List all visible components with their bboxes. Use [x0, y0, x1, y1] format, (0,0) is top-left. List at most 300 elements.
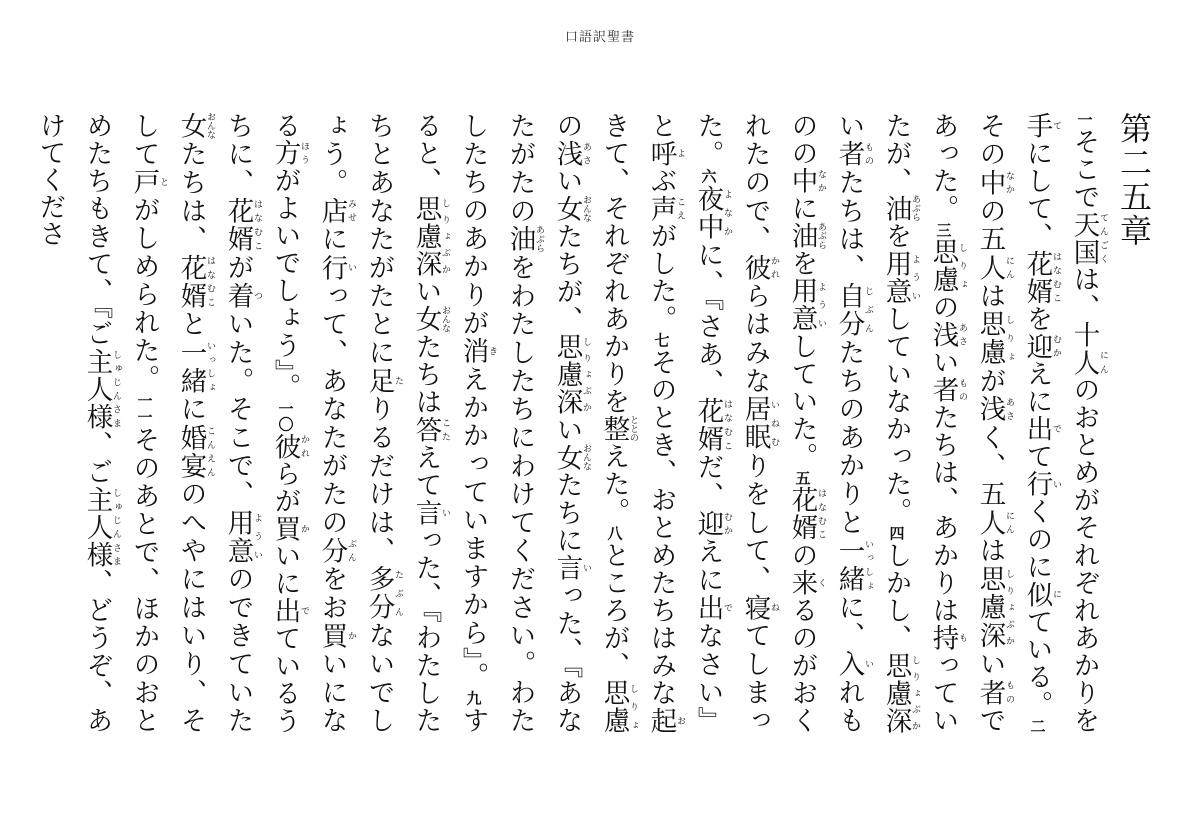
ruby-word	[974, 565, 1014, 651]
ruby-word	[786, 277, 826, 333]
ruby-base: 女	[551, 194, 583, 223]
ruby-reading: てんごく	[1098, 210, 1108, 266]
ruby-word	[316, 253, 356, 282]
text-run: い	[927, 348, 959, 377]
ruby-word	[222, 508, 262, 566]
ruby-base: 手	[1021, 112, 1053, 140]
ruby-base: 者	[833, 140, 865, 169]
ruby-reading: あさ	[1004, 395, 1014, 423]
ruby-word	[363, 366, 403, 396]
ruby-base: 思慮	[974, 310, 1006, 367]
ruby-word	[598, 679, 638, 734]
text-run: たちに	[551, 471, 583, 555]
ruby-reading: しりょ	[957, 238, 967, 293]
text-run: たちのあかりと	[833, 338, 865, 537]
ruby-word	[974, 310, 1014, 367]
ruby-reading: ようい	[816, 277, 826, 333]
ruby-reading: お	[675, 706, 685, 734]
ruby-reading: はなむこ	[1051, 249, 1061, 305]
text-run: たちは、あかりは	[927, 403, 959, 625]
text-run: らはみな	[739, 281, 771, 396]
text-run: ないでしょう。	[316, 112, 395, 734]
text-run: の	[927, 293, 959, 321]
ruby-base: 足	[363, 366, 395, 396]
text-run: に	[316, 225, 348, 254]
text-run: がしめられた。	[128, 196, 160, 393]
ruby-base: 女	[410, 305, 442, 334]
text-run: て	[1021, 442, 1053, 471]
text-run: いになる	[269, 112, 348, 734]
text-run: をお	[316, 565, 348, 622]
ruby-word	[551, 333, 591, 417]
ruby-base: 消	[457, 337, 489, 366]
text-run: を	[880, 222, 912, 250]
ruby-reading: と	[158, 168, 168, 196]
ruby-reading: いねむ	[769, 395, 779, 451]
ruby-reading: なか	[1004, 168, 1014, 196]
text-run: と	[175, 310, 207, 339]
text-run: そのとき、おとめたちはみな	[645, 348, 677, 707]
text-run: ているうちに、	[222, 112, 301, 735]
ruby-word	[551, 139, 591, 168]
ruby-base: 婚宴	[175, 423, 207, 481]
ruby-word	[645, 194, 685, 223]
text-run: だ、	[692, 453, 724, 510]
ruby-base: 呼	[645, 139, 677, 168]
ruby-word	[833, 536, 873, 594]
ruby-base: 買	[316, 621, 348, 651]
verse-number: 八	[605, 525, 624, 542]
text-run: くのに	[1021, 497, 1053, 581]
ruby-base: 人	[974, 253, 1006, 282]
ruby-reading: かれ	[299, 432, 309, 460]
text-run: のおとめがそれぞれあかりを	[1068, 376, 1100, 734]
ruby-word	[927, 321, 967, 349]
ruby-reading: あぶら	[816, 222, 826, 250]
ruby-reading: か	[346, 621, 356, 649]
ruby-base: 浅	[927, 321, 959, 349]
ruby-word	[880, 651, 920, 734]
ruby-word	[786, 222, 826, 250]
text-run: の五	[974, 196, 1006, 254]
ruby-base: 花婿	[786, 486, 818, 542]
ruby-word	[269, 597, 309, 625]
ruby-word	[269, 514, 309, 543]
ruby-word	[1068, 348, 1108, 377]
ruby-word	[1021, 580, 1061, 609]
ruby-reading: で	[722, 594, 732, 622]
ruby-reading: も	[957, 624, 967, 652]
verse-number: 三	[934, 222, 953, 239]
ruby-base: 油	[880, 194, 912, 223]
text-run: その	[974, 112, 1006, 169]
ruby-reading: はなむこ	[252, 196, 262, 253]
ruby-base: 声	[645, 194, 677, 223]
ruby-reading: にん	[1004, 253, 1014, 281]
ruby-reading: しりょ	[628, 679, 638, 734]
text-run: すると、	[410, 112, 489, 734]
ruby-word	[692, 594, 732, 623]
text-run: 、ご	[81, 430, 113, 486]
verse-number: 四	[887, 525, 906, 542]
ruby-word	[786, 569, 826, 597]
ruby-reading: い	[581, 554, 591, 582]
ruby-reading: で	[299, 597, 309, 625]
verse-number: 六	[699, 168, 718, 185]
ruby-word	[927, 624, 967, 652]
text-run: るのがおくれたので、	[739, 112, 818, 734]
ruby-word	[81, 485, 121, 569]
verse-number: 一一	[135, 392, 154, 427]
ruby-base: 多分	[363, 565, 395, 622]
ruby-reading: いっしょ	[863, 536, 873, 593]
ruby-reading: はなむこ	[205, 253, 215, 310]
ruby-word	[645, 706, 685, 734]
ruby-base: 思慮深	[410, 194, 442, 278]
text-run: い	[833, 112, 865, 141]
ruby-base: 思慮	[598, 679, 630, 734]
ruby-reading: もの	[1004, 678, 1014, 706]
text-run: いに	[269, 542, 301, 598]
text-run: く、五	[974, 423, 1006, 509]
text-run: に	[175, 395, 207, 424]
ruby-reading: しゅじんさま	[111, 347, 121, 430]
ruby-reading: で	[1051, 415, 1061, 443]
text-run: えた。	[598, 442, 630, 526]
ruby-word	[786, 486, 826, 542]
text-run: りをして、	[739, 451, 771, 594]
ruby-word	[833, 650, 873, 679]
ruby-reading: こた	[440, 416, 450, 444]
ruby-word	[363, 565, 403, 622]
ruby-word	[833, 140, 873, 169]
ruby-reading: おんな	[581, 443, 591, 471]
ruby-base: 思慮深	[880, 651, 912, 734]
text-run: そのあとで、ほかのおとめたちもきて、『ご	[81, 112, 160, 734]
ruby-word	[410, 194, 450, 278]
ruby-reading: じぶん	[863, 281, 873, 338]
ruby-word	[316, 536, 356, 566]
ruby-base: 花婿	[175, 253, 207, 311]
ruby-base: 出	[1021, 415, 1053, 443]
ruby-word	[175, 253, 215, 311]
text-run: 、どうぞ、あけてくださ	[34, 112, 113, 735]
ruby-word	[222, 281, 262, 311]
text-run: そこで	[1068, 128, 1100, 211]
ruby-reading: みせ	[346, 196, 356, 225]
ruby-reading: もの	[957, 376, 967, 404]
text-run: い	[410, 277, 442, 306]
ruby-word	[128, 168, 168, 197]
ruby-word	[927, 238, 967, 294]
ruby-word	[1021, 249, 1061, 305]
ruby-base: 人	[1068, 348, 1100, 377]
ruby-base: 戸	[128, 168, 160, 197]
text-run: は	[974, 281, 1006, 311]
ruby-base: 中	[786, 167, 818, 195]
ruby-reading: にん	[1098, 348, 1108, 376]
ruby-word	[410, 498, 450, 527]
ruby-reading: たぶん	[393, 565, 403, 621]
ruby-reading: おんな	[581, 194, 591, 223]
scripture-text	[27, 112, 1109, 734]
text-run: の	[551, 112, 583, 140]
ruby-word	[269, 139, 309, 167]
ruby-base: 者	[927, 376, 959, 404]
ruby-word	[551, 554, 591, 582]
ruby-word	[1021, 332, 1061, 361]
text-run: れものの	[786, 112, 865, 734]
ruby-reading: に	[1051, 580, 1061, 608]
ruby-word	[457, 337, 497, 366]
text-run: い	[551, 167, 583, 195]
ruby-base: 似	[1021, 580, 1053, 609]
ruby-base: 油	[504, 225, 536, 254]
ruby-reading: き	[487, 337, 497, 365]
text-run: の	[786, 541, 818, 570]
ruby-base: 中	[974, 168, 1006, 197]
text-run: ている。	[1021, 608, 1053, 719]
chapter-title: 第二五章	[1115, 112, 1153, 248]
ruby-word	[974, 678, 1014, 707]
text-run: えて	[410, 443, 442, 499]
ruby-word	[692, 509, 732, 538]
text-run: しかし、	[880, 541, 912, 652]
text-run: てしまった。	[692, 112, 771, 734]
ruby-word	[739, 593, 779, 622]
ruby-base: 起	[645, 706, 677, 734]
ruby-reading: い	[346, 253, 356, 281]
ruby-base: 主人様	[81, 485, 113, 569]
verse-number: 二	[1028, 718, 1047, 734]
ruby-reading: い	[863, 650, 873, 678]
text-run: していた。	[786, 332, 818, 471]
text-run: を	[1021, 304, 1053, 333]
verse-number: 九	[464, 690, 483, 707]
ruby-base: 寝	[739, 593, 771, 622]
ruby-word	[786, 167, 826, 195]
ruby-reading: しりょ	[1004, 310, 1014, 366]
ruby-base: 女	[551, 443, 583, 472]
ruby-word	[645, 139, 685, 168]
ruby-base: 思慮深	[551, 333, 583, 417]
running-header: 口語訳聖書	[564, 30, 635, 45]
text-run: が	[974, 366, 1006, 396]
ruby-base: 迎	[692, 509, 724, 538]
ruby-reading: しりょぶか	[581, 333, 591, 416]
text-run: たちは、	[833, 168, 865, 282]
ruby-reading: こえ	[675, 194, 685, 222]
ruby-base: 一緒	[833, 536, 865, 594]
ruby-reading: おんな	[205, 112, 215, 140]
ruby-base: 彼	[269, 432, 301, 460]
ruby-base: 整	[598, 415, 630, 443]
ruby-reading: はなむこ	[816, 486, 826, 542]
ruby-reading: い	[440, 498, 450, 527]
text-run: った、『あなたがたの	[504, 112, 583, 734]
ruby-word	[1021, 415, 1061, 443]
ruby-base: 浅	[974, 395, 1006, 424]
ruby-reading: ととの	[628, 415, 638, 443]
ruby-reading: よなか	[722, 185, 732, 241]
ruby-base: 用意	[880, 249, 912, 305]
ruby-reading: かれ	[769, 253, 779, 281]
ruby-word	[175, 423, 215, 481]
ruby-word	[927, 376, 967, 404]
text-run: が	[222, 253, 254, 282]
ruby-word	[880, 249, 920, 305]
text-run: に、	[833, 593, 865, 651]
ruby-base: 店	[316, 196, 348, 226]
text-run: たちは、	[175, 140, 207, 254]
ruby-base: 行	[1021, 470, 1053, 498]
ruby-base: 天国	[1068, 210, 1100, 266]
text-run: い	[551, 416, 583, 444]
text-run: は	[974, 536, 1006, 566]
ruby-base: 油	[786, 222, 818, 250]
ruby-word	[880, 194, 920, 223]
ruby-word	[222, 196, 262, 254]
ruby-reading: いっしょ	[205, 338, 215, 395]
ruby-base: 迎	[1021, 332, 1053, 361]
ruby-base: 人	[974, 508, 1006, 537]
text-run: は、十	[1068, 265, 1100, 349]
ruby-word	[974, 168, 1014, 197]
ruby-word	[410, 416, 450, 444]
ruby-base: 一緒	[175, 338, 207, 396]
ruby-reading: て	[1051, 112, 1061, 140]
text-run: のへやにはいり、そして	[128, 112, 207, 734]
ruby-reading: しりょぶか	[1004, 565, 1014, 649]
text-run: なさい』と	[645, 112, 724, 734]
text-run: きて、それぞれあかりを	[598, 112, 630, 416]
ruby-reading: あさ	[581, 139, 591, 167]
ruby-reading: あぶら	[534, 225, 544, 253]
ruby-word	[974, 508, 1014, 537]
ruby-reading: しりょぶか	[910, 651, 920, 734]
text-run: していなかった。	[880, 304, 912, 526]
text-run: のできていた	[222, 565, 254, 734]
text-run: たちは	[410, 333, 442, 417]
text-run: らが	[269, 459, 301, 515]
ruby-word	[316, 196, 356, 226]
ruby-base: 出	[269, 597, 301, 625]
ruby-reading: ほう	[299, 139, 309, 167]
ruby-base: 来	[786, 569, 818, 597]
ruby-reading: こんえん	[205, 423, 215, 480]
text-run: がよいでしょう』。	[269, 166, 301, 401]
text-run: い	[974, 650, 1006, 679]
text-run: をわたしたちにわけてください。わたしたちのあかりが	[457, 112, 536, 734]
text-run: ぶ	[645, 167, 677, 195]
ruby-reading: むか	[722, 509, 732, 537]
ruby-base: 買	[269, 514, 301, 543]
text-run: であった。	[927, 112, 1006, 734]
text-run: った、『わたしたちとあなたがたとに	[363, 112, 442, 734]
ruby-base: 言	[410, 498, 442, 527]
ruby-reading: もの	[863, 140, 873, 168]
ruby-base: 居眠	[739, 395, 771, 452]
ruby-word	[551, 443, 591, 472]
text-run: っていたが、	[880, 112, 959, 734]
ruby-word	[81, 347, 121, 431]
ruby-base: 出	[692, 594, 724, 623]
ruby-base: 行	[316, 253, 348, 282]
ruby-word	[692, 397, 732, 454]
text-run: たちが、	[551, 222, 583, 334]
ruby-word	[974, 395, 1014, 424]
text-run: えかかっていますから』。	[457, 365, 489, 691]
ruby-base: 彼	[739, 253, 771, 282]
text-run: って、あなたがたの	[316, 281, 348, 537]
ruby-reading: ね	[769, 593, 779, 621]
ruby-word	[269, 432, 309, 460]
ruby-word	[410, 305, 450, 334]
ruby-reading: た	[393, 366, 403, 395]
text-run: がした。	[645, 222, 677, 333]
text-run: に、『さあ、	[692, 241, 724, 398]
ruby-word	[692, 185, 732, 242]
ruby-word	[504, 225, 544, 254]
ruby-base: 者	[974, 678, 1006, 707]
ruby-base: 思慮	[927, 238, 959, 294]
ruby-base: 花婿	[1021, 249, 1053, 305]
ruby-word	[833, 281, 873, 339]
ruby-base: 自分	[833, 281, 865, 339]
text-run: いた。そこで、	[222, 310, 254, 509]
verse-number: 五	[793, 470, 812, 487]
ruby-base: 分	[316, 536, 348, 566]
ruby-base: 浅	[551, 139, 583, 168]
ruby-reading: はなむこ	[722, 397, 732, 453]
ruby-reading: あぶら	[910, 194, 920, 222]
text-run: を	[786, 249, 818, 278]
ruby-base: 夜中	[692, 185, 724, 242]
ruby-word	[551, 194, 591, 223]
ruby-base: 持	[927, 624, 959, 652]
ruby-word	[175, 112, 215, 141]
ruby-base: 花婿	[692, 397, 724, 454]
text-run: に	[786, 194, 818, 223]
text-run: えに	[692, 537, 724, 595]
text-run: りるだけは、	[363, 395, 395, 566]
ruby-reading: ぶん	[346, 536, 356, 564]
ruby-reading: なか	[816, 167, 826, 195]
ruby-reading: にん	[1004, 508, 1014, 536]
ruby-base: 花婿	[222, 196, 254, 254]
ruby-word	[1021, 112, 1061, 140]
ruby-reading: つ	[252, 281, 262, 310]
ruby-base: 入	[833, 650, 865, 679]
ruby-word	[974, 253, 1014, 282]
ruby-base: 方	[269, 139, 301, 167]
ruby-reading: ようい	[910, 249, 920, 305]
ruby-base: 主人様	[81, 347, 113, 431]
ruby-base: 思慮深	[974, 565, 1006, 651]
ruby-reading: しゅじんさま	[111, 485, 121, 569]
ruby-reading: おんな	[440, 305, 450, 333]
ruby-reading: むか	[1051, 332, 1061, 360]
ruby-word	[739, 395, 779, 452]
ruby-reading: く	[816, 569, 826, 597]
ruby-base: 用意	[222, 508, 254, 566]
ruby-base: 着	[222, 281, 254, 311]
text-run: にして、	[1021, 139, 1053, 250]
verse-number: 七	[652, 332, 671, 349]
ruby-base: 言	[551, 554, 583, 582]
verse-number: 一〇	[276, 400, 295, 433]
ruby-word	[1021, 470, 1061, 498]
